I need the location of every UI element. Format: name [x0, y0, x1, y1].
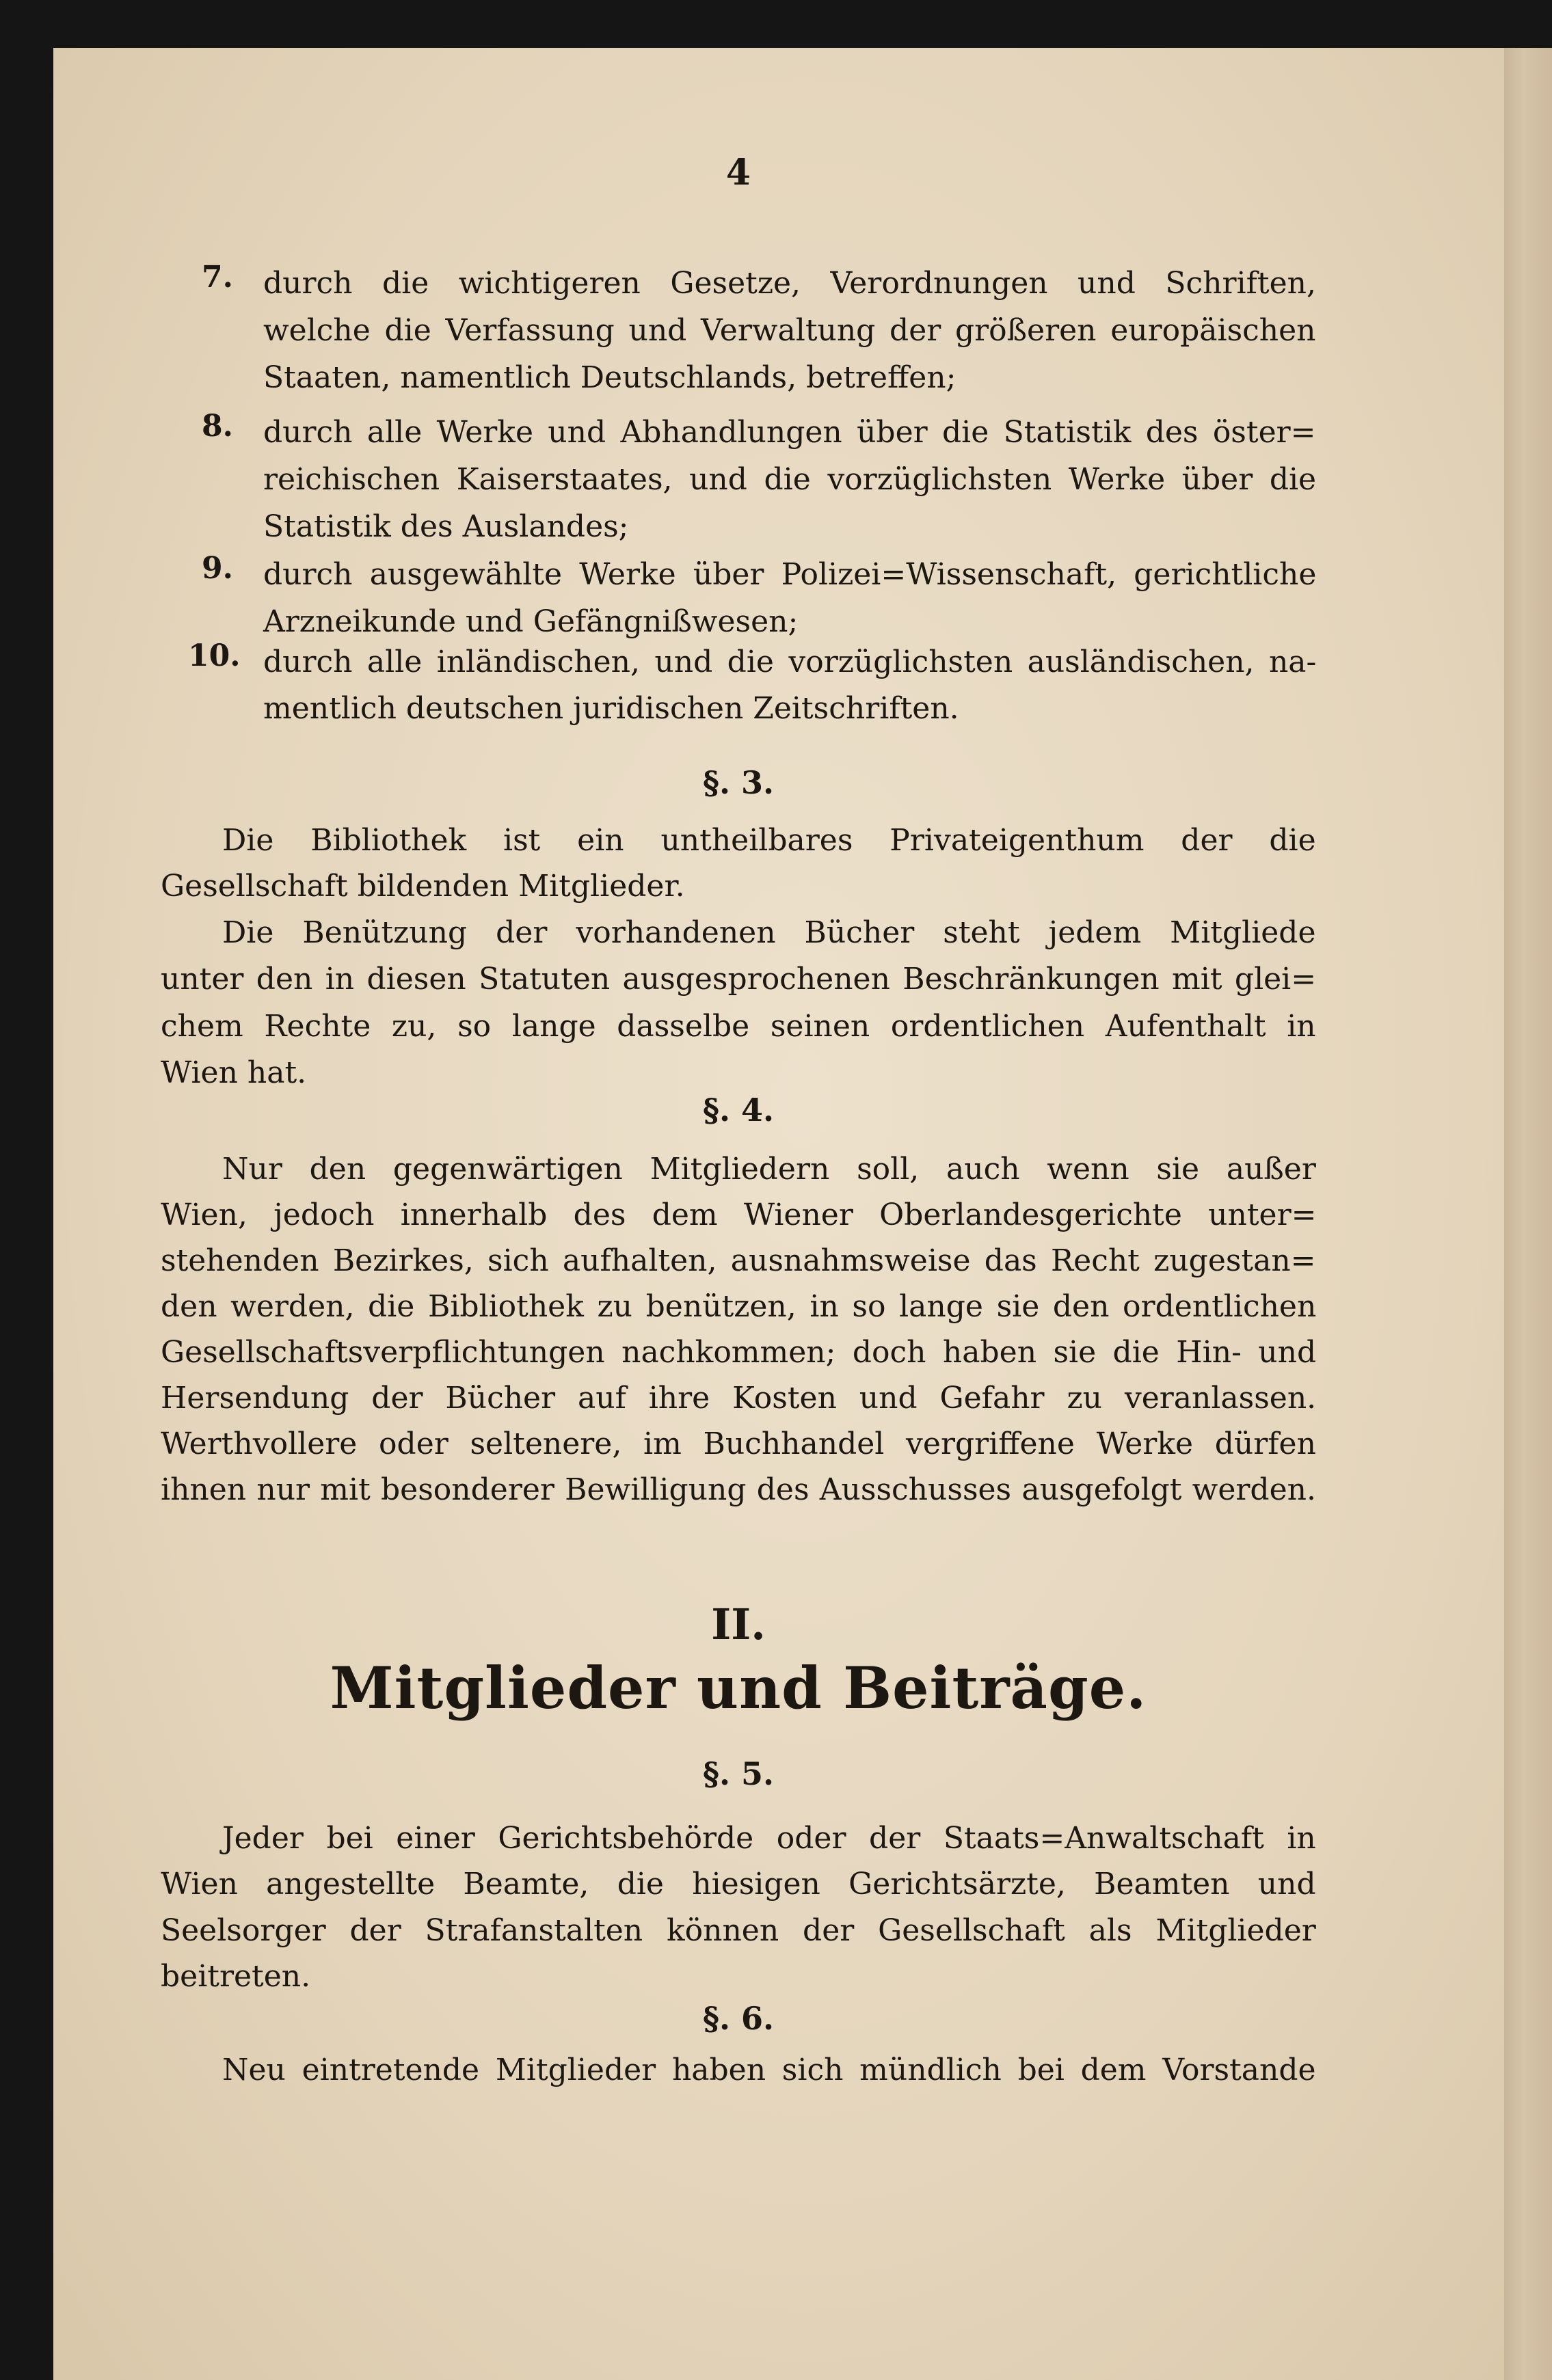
item-number: 9.: [202, 551, 233, 586]
text-line: chem Rechte zu, so lange dasselbe seinen ordentlichen Aufenthalt in: [161, 1009, 1316, 1044]
text-line: Nur den gegenwärtigen Mitgliedern soll, auch wenn sie außer: [222, 1152, 1316, 1187]
item-number: 10.: [188, 638, 241, 673]
section-4-title: §. 4.: [702, 1092, 775, 1128]
text-line: Werthvollere oder seltenere, im Buchhandel vergriffene Werke dürfen: [161, 1426, 1316, 1461]
text-line: beitreten.: [161, 1959, 311, 1994]
text-line: Gesellschaftsverpflichtungen nachkommen; doch haben sie die Hin- und: [161, 1335, 1317, 1370]
text-line: Jeder bei einer Gerichtsbehörde oder der Staats=Anwaltschaft in: [222, 1821, 1316, 1856]
text-line: Statistik des Auslandes;: [263, 509, 629, 544]
part-number: II.: [711, 1599, 766, 1649]
text-line: durch alle inländischen, und die vorzüglichsten ausländischen, na-: [263, 645, 1317, 679]
text-line: Die Benützung der vorhandenen Bücher steht jedem Mitgliede: [222, 915, 1316, 950]
text-line: Wien angestellte Beamte, die hiesigen Gerichtsärzte, Beamten und: [161, 1867, 1316, 1902]
text-line: Seelsorger der Strafanstalten können der Gesellschaft als Mitglieder: [161, 1913, 1316, 1948]
page-number: 4: [725, 152, 751, 193]
text-line: den werden, die Bibliothek zu benützen, in so lange sie den ordentlichen: [161, 1289, 1317, 1324]
text-line: stehenden Bezirkes, sich aufhalten, ausnahmsweise das Recht zugestan=: [161, 1243, 1316, 1278]
text-line: mentlich deutschen juridischen Zeitschriften.: [263, 691, 959, 726]
text-line: unter den in diesen Statuten ausgesprochenen Beschränkungen mit glei=: [161, 962, 1317, 997]
text-line: Wien, jedoch innerhalb des dem Wiener Oberlandesgerichte unter=: [161, 1198, 1317, 1232]
section-5-title: §. 5.: [702, 1755, 775, 1792]
text-line: ihnen nur mit besonderer Bewilligung des Ausschusses ausgefolgt werden.: [161, 1472, 1316, 1507]
next-page-edge: [1504, 48, 1552, 2380]
item-number: 8.: [202, 409, 233, 444]
text-line: Die Bibliothek ist ein untheilbares Privateigenthum der die: [222, 823, 1316, 858]
item-number: 7.: [202, 260, 233, 295]
text-line: Neu eintretende Mitglieder haben sich mündlich bei dem Vorstande: [222, 2053, 1316, 2087]
text-line: Arzneikunde und Gefängnißwesen;: [263, 604, 799, 639]
section-6-title: §. 6.: [702, 2000, 775, 2037]
text-line: durch die wichtigeren Gesetze, Verordnungen und Schriften,: [263, 266, 1316, 301]
text-line: durch ausgewählte Werke über Polizei=Wissenschaft, gerichtliche: [263, 557, 1317, 592]
text-line: Staaten, namentlich Deutschlands, betreffen;: [263, 360, 956, 395]
text-line: Hersendung der Bücher auf ihre Kosten und Gefahr zu veranlassen.: [161, 1381, 1317, 1416]
section-3-title: §. 3.: [702, 764, 775, 801]
part-heading: Mitglieder und Beiträge.: [330, 1654, 1147, 1722]
text-line: welche die Verfassung und Verwaltung der größeren europäischen: [263, 313, 1316, 348]
text-line: durch alle Werke und Abhandlungen über die Statistik des öster=: [263, 415, 1316, 450]
text-line: Wien hat.: [161, 1055, 307, 1090]
text-line: reichischen Kaiserstaates, und die vorzüglichsten Werke über die: [263, 462, 1317, 497]
text-line: Gesellschaft bildenden Mitglieder.: [161, 869, 685, 904]
